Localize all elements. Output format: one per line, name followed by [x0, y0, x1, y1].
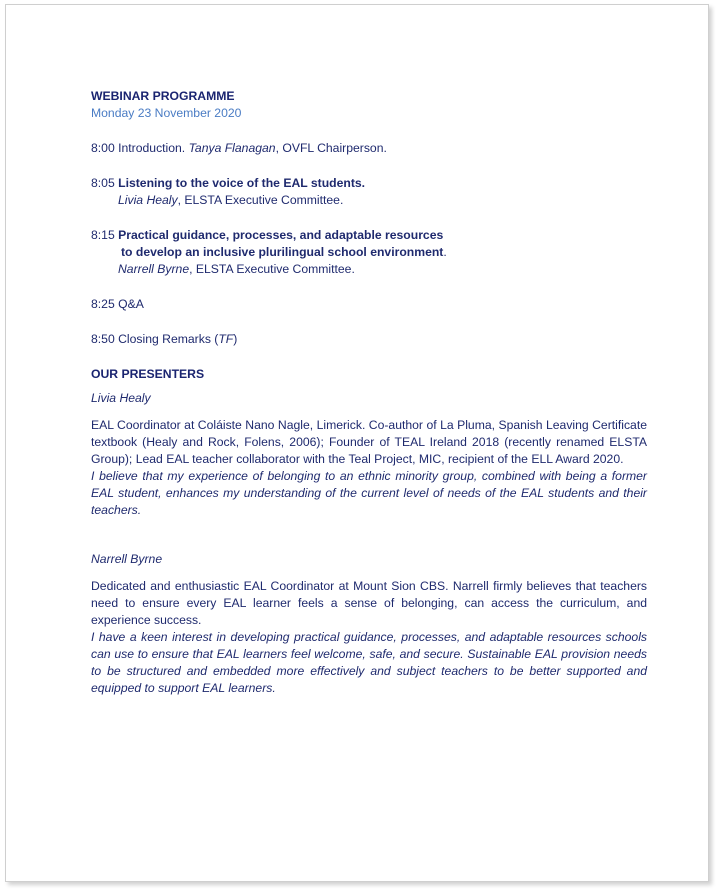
item-abbr: TF [218, 332, 234, 346]
presenter-livia-healy [91, 390, 647, 519]
programme-item-practical-guidance [91, 227, 647, 278]
item-speaker: Narrell Byrne [118, 262, 190, 276]
document-content [91, 88, 647, 697]
programme-item-listening [91, 175, 647, 209]
item-role: , OVFL Chairperson. [275, 141, 387, 155]
programme-heading: WEBINAR PROGRAMME [91, 89, 235, 103]
item-title-end: . [443, 245, 447, 259]
item-time: 8:00 [91, 141, 115, 155]
item-role: , ELSTA Executive Committee. [189, 262, 355, 276]
item-speaker: Tanya Flanagan [188, 141, 276, 155]
item-close: ) [233, 332, 238, 346]
presenters-heading: OUR PRESENTERS [91, 367, 205, 381]
presenter-name: Livia Healy [91, 391, 151, 405]
presenter-name: Narrell Byrne [91, 552, 163, 566]
programme-item-introduction [91, 140, 647, 157]
item-title-line2: to develop an inclusive plurilingual school environment [121, 245, 444, 259]
presenter-narrell-byrne [91, 551, 647, 697]
item-title: Q&A [118, 297, 144, 311]
document-page [5, 4, 709, 882]
item-time: 8:15 [91, 228, 115, 242]
presenter-bio: Dedicated and enthusiastic EAL Coordinator at Mount Sion CBS. Narrell firmly believes that teachers need to ensure every EAL learner feels a sense of belonging, can access the curriculum, and experience success. [91, 579, 647, 627]
item-speaker: Livia Healy [118, 193, 178, 207]
spacer [91, 519, 647, 551]
presenter-quote: I believe that my experience of belonging to an ethnic minority group, combined with being a former EAL student, enhances my understanding of the current level of needs of the EAL students and their teachers. [91, 469, 647, 517]
programme-item-closing [91, 331, 647, 348]
item-title: Introduction. [118, 141, 186, 155]
item-time: 8:05 [91, 176, 115, 190]
item-title: Listening to the voice of the EAL students. [118, 176, 366, 190]
item-role: , ELSTA Executive Committee. [177, 193, 344, 207]
item-title: Closing Remarks ( [118, 332, 219, 346]
programme-item-qa [91, 296, 647, 313]
item-title-line1: Practical guidance, processes, and adaptable resources [118, 228, 444, 242]
item-time: 8:25 [91, 297, 115, 311]
item-time: 8:50 [91, 332, 115, 346]
programme-date: Monday 23 November 2020 [91, 106, 242, 120]
presenter-quote: I have a keen interest in developing practical guidance, processes, and adaptable resources schools can use to ensure that EAL learners feel welcome, safe, and secure. Sustainable EAL provision needs to be structured and embedded more effectively and subject teachers to be better supported and equipped to support EAL learners. [91, 630, 647, 695]
presenter-bio: EAL Coordinator at Coláiste Nano Nagle, Limerick. Co-author of La Pluma, Spanish Leaving Certificate textbook (Healy and Rock, Folens, 2006); Founder of TEAL Ireland 2018 (recently renamed ELSTA Group); Lead EAL teacher collaborator with the Teal Project, MIC, recipient of the ELL Award 2020. [91, 418, 647, 466]
